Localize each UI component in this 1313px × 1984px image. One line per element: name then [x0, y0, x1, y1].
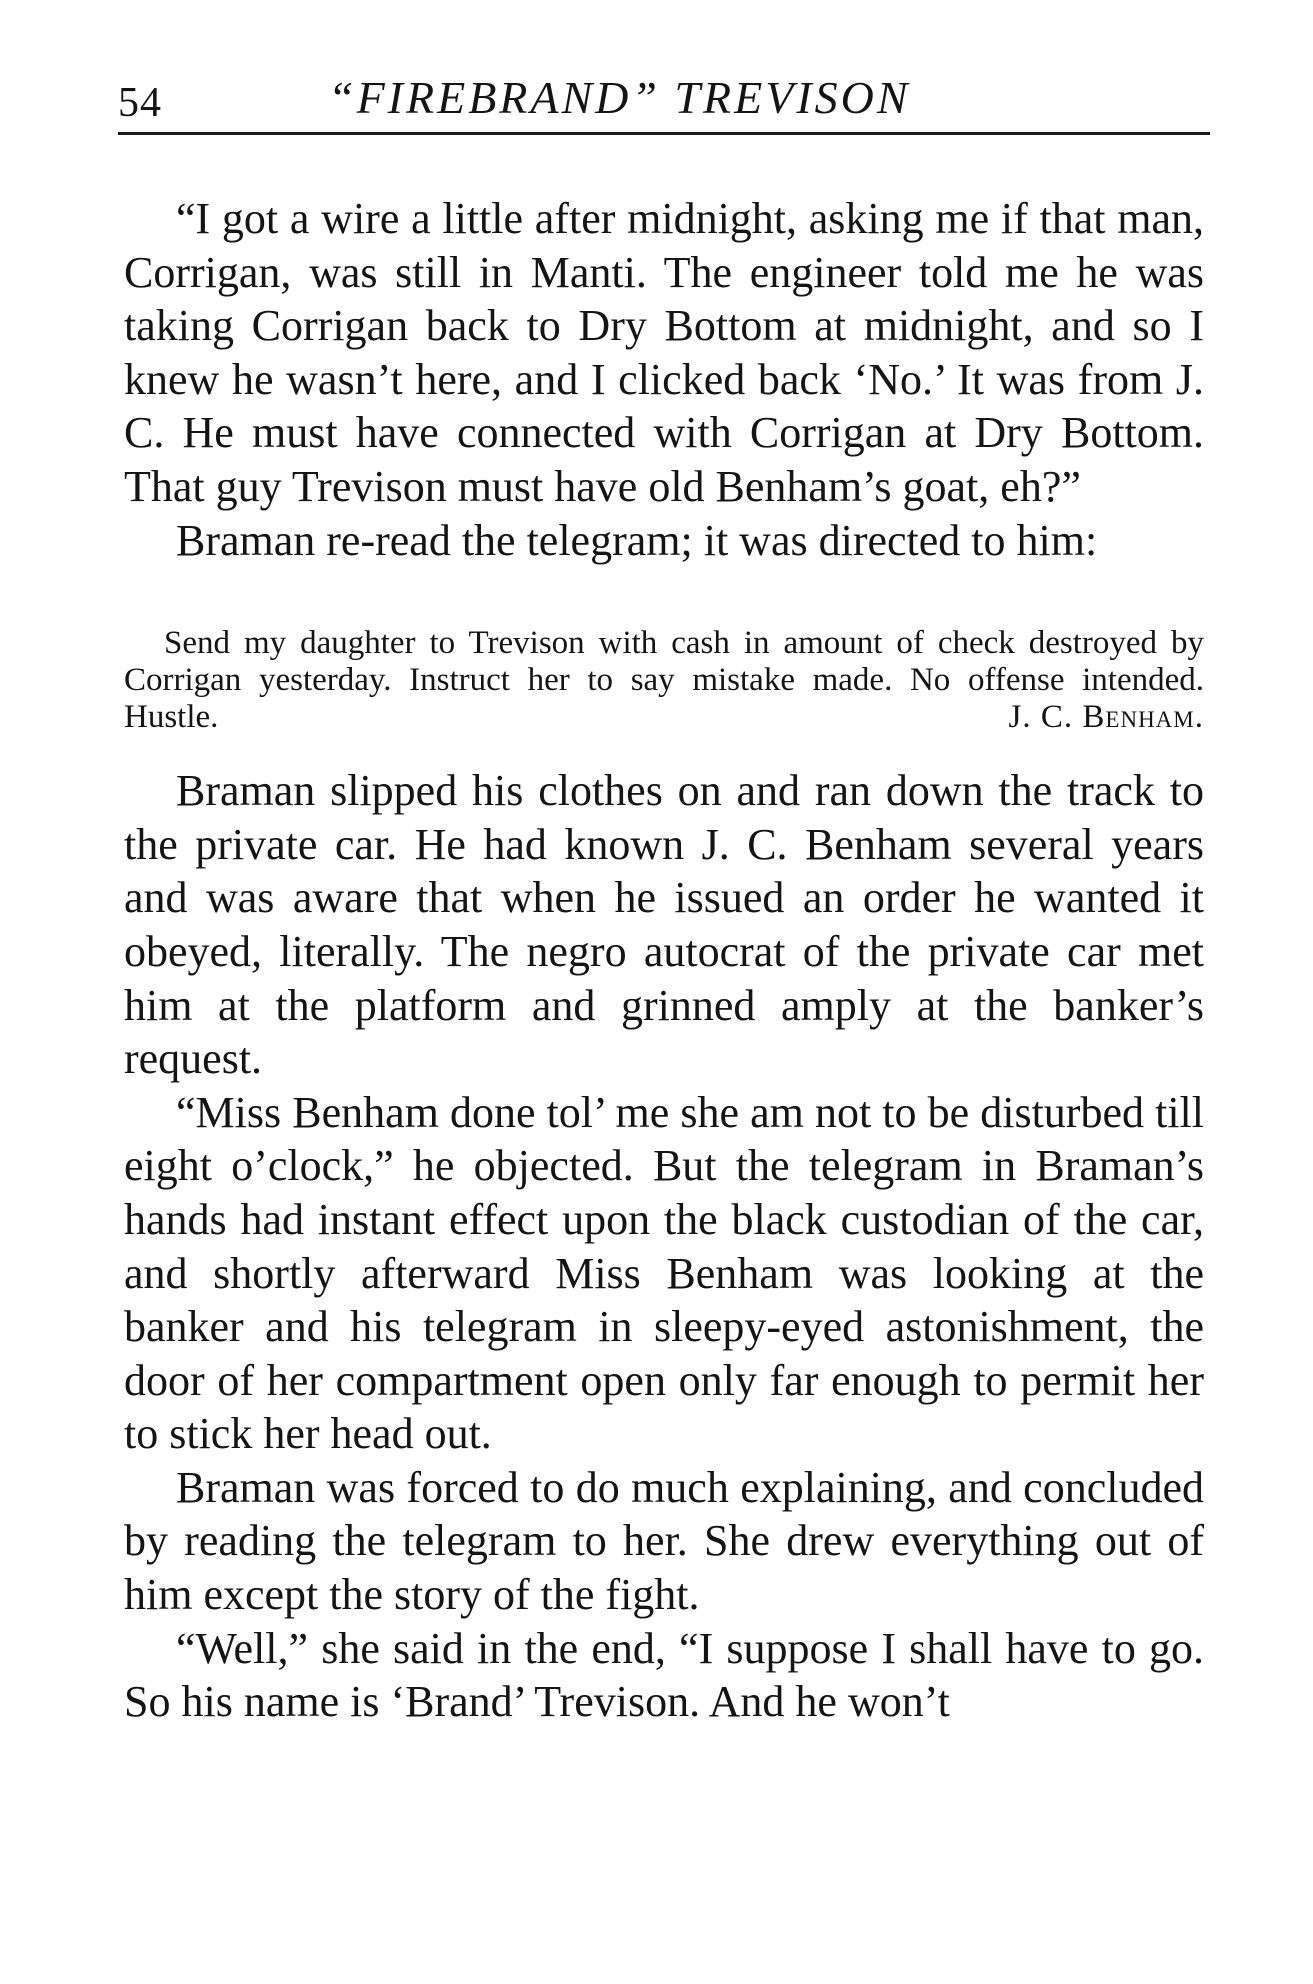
- paragraph-wire: “I got a wire a little after midnight, asking me if that man, Corrigan, was still in Manti. The engineer told me he was taking Corrigan back to Dry Bottom at midnight, and so I knew he wasn’t here, and I clicked back ‘No.’ It was from J. C. He must have connected with Corrigan at Dry Bottom. That guy Trevison must have old Benham’s goat, eh?”: [124, 194, 1204, 511]
- telegram-text: Send my daughter to Trevison with cash in amount of check destroyed by Corrigan yesterday. Instruct her to say mistake made. No offense intended. Hustle.: [124, 625, 1204, 736]
- running-title: “FIREBRAND” TREVISON: [328, 72, 911, 123]
- paragraph-miss-benham: “Miss Benham done tol’ me she am not to be disturbed till eight o’clock,” he objected. But the telegram in Braman’s hands had instant effect upon the black custodian of the car, and shortly afterward Miss Benham was looking at the banker and his telegram in sleepy-eyed astonishment, the door of her compartment open only far enough to permit her to stick her head out.: [124, 1087, 1204, 1459]
- paragraph-explaining: Braman was forced to do much explaining, and concluded by reading the telegram to her. She drew everything out of him except the story of the fight.: [124, 1462, 1204, 1620]
- header-rule: [118, 132, 1210, 135]
- telegram-block: [124, 625, 1204, 736]
- paragraph-telegram-intro: Braman re-read the telegram; it was directed to him:: [176, 515, 1098, 565]
- paragraph-private-car: Braman slipped his clothes on and ran down the track to the private car. He had known J. C. Benham several years and was aware that when he issued an order he wanted it obeyed, literally. The negro autocrat of the private car met him at the platform and grinned amply at the banker’s request.: [124, 766, 1204, 1084]
- signature-name: Benham.: [1082, 699, 1204, 736]
- body-text: [124, 192, 1204, 1729]
- telegram-signature: [969, 699, 1204, 736]
- paragraph-well: “Well,” she said in the end, “I suppose I shall have to go. So his name is ‘Brand’ Trevison. And he won’t: [124, 1623, 1204, 1727]
- signature-initials: J. C.: [1008, 699, 1074, 736]
- running-head: [118, 68, 1210, 138]
- page-number: 54: [118, 80, 162, 126]
